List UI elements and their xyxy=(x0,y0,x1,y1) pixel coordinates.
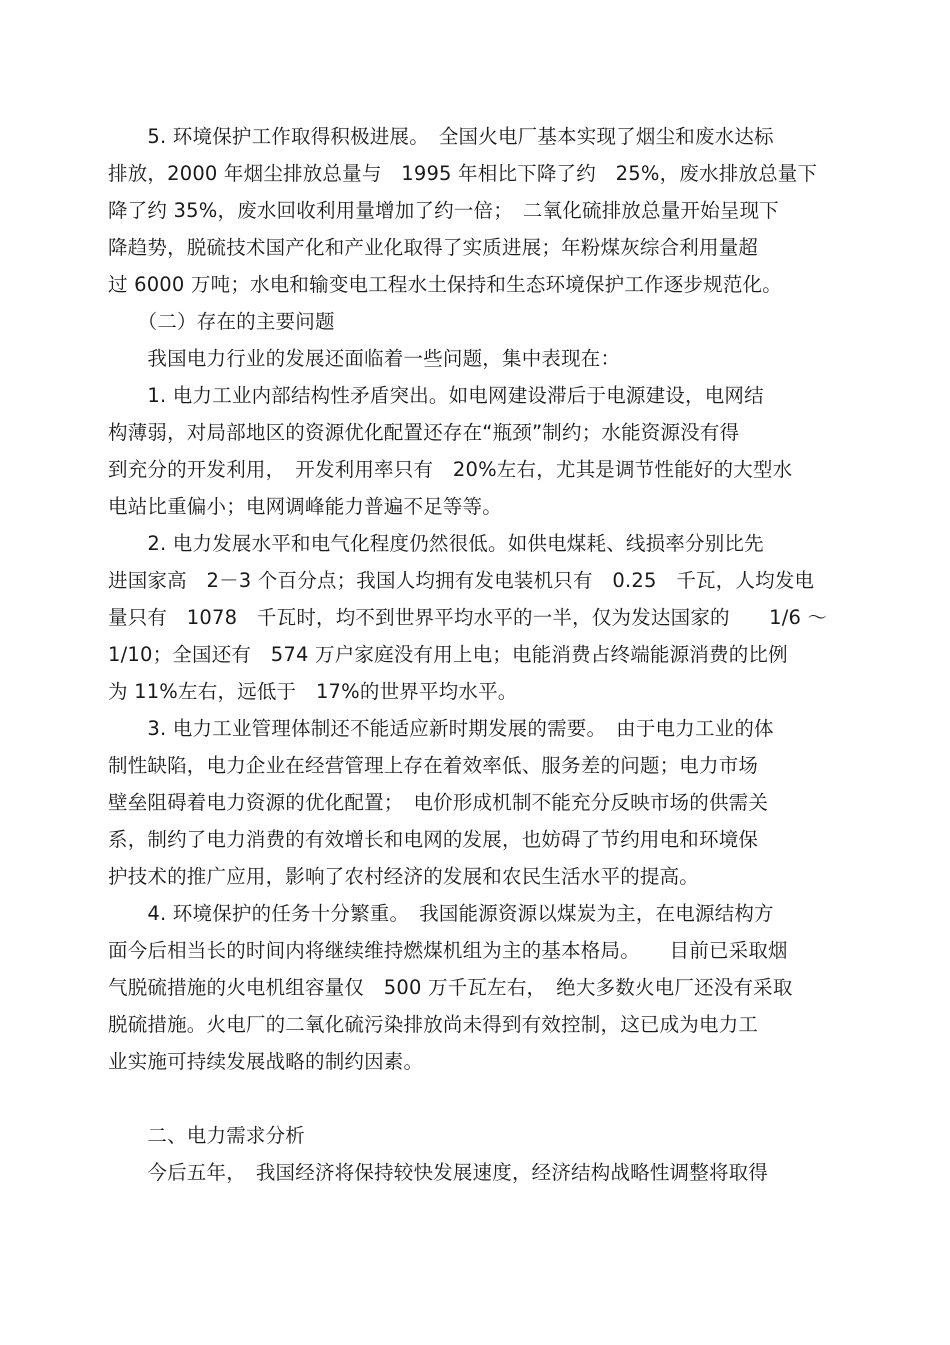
text-line: 1/10；全国还有 574 万户家庭没有用上电；电能消费占终端能源消费的比例 xyxy=(108,643,788,666)
text-line: 1. 电力工业内部结构性矛盾突出。如电网建设滞后于电源建设，电网结 xyxy=(108,384,764,407)
text-line: 2. 电力发展水平和电气化程度仍然很低。如供电煤耗、线损率分别比先 xyxy=(108,532,764,555)
text-line: 进国家高 2－3 个百分点；我国人均拥有发电装机只有 0.25 千瓦，人均发电 xyxy=(108,569,815,592)
text-line: 气脱硫措施的火电机组容量仅 500 万千瓦左右， 绝大多数火电厂还没有采取 xyxy=(108,976,793,999)
text-line: 3. 电力工业管理体制还不能适应新时期发展的需要。 由于电力工业的体 xyxy=(108,717,774,740)
text-line: 到充分的开发利用， 开发利用率只有 20%左右，尤其是调节性能好的大型水 xyxy=(108,458,793,481)
text-line: 排放，2000 年烟尘排放总量与 1995 年相比下降了约 25%，废水排放总量下 xyxy=(108,162,818,185)
text-line: 面今后相当长的时间内将继续维持燃煤机组为主的基本格局。 目前已采取烟 xyxy=(108,939,788,962)
text-line: 电站比重偏小；电网调峰能力普遍不足等等。 xyxy=(108,495,503,518)
text-line: 护技术的推广应用，影响了农村经济的发展和农民生活水平的提高。 xyxy=(108,865,700,888)
text-line: 制性缺陷，电力企业在经营管理上存在着效率低、服务差的问题；电力市场 xyxy=(108,754,759,777)
text-line: 脱硫措施。火电厂的二氧化硫污染排放尚未得到有效控制，这已成为电力工 xyxy=(108,1013,759,1036)
text-line: 构薄弱，对局部地区的资源优化配置还存在“瓶颈”制约；水能资源没有得 xyxy=(108,421,740,444)
text-line: 系，制约了电力消费的有效增长和电网的发展，也妨碍了节约用电和环境保 xyxy=(108,828,759,851)
text-line: 过 6000 万吨；水电和输变电工程水土保持和生态环境保护工作逐步规范化。 xyxy=(108,273,782,296)
text-line: 我国电力行业的发展还面临着一些问题，集中表现在： xyxy=(108,347,621,370)
text-line: 今后五年， 我国经济将保持较快发展速度，经济结构战略性调整将取得 xyxy=(108,1161,769,1184)
text-line: 量只有 1078 千瓦时，均不到世界平均水平的一半，仅为发达国家的 1/6 ～ xyxy=(108,606,828,629)
section-heading: （二）存在的主要问题 xyxy=(108,310,335,333)
text-line: 降了约 35%，废水回收利用量增加了约一倍； 二氧化硫排放总量开始呈现下 xyxy=(108,199,779,222)
text-line: 壁垒阻碍着电力资源的优化配置； 电价形成机制不能充分反映市场的供需关 xyxy=(108,791,769,814)
text-line: 4. 环境保护的任务十分繁重。 我国能源资源以煤炭为主，在电源结构方 xyxy=(108,902,774,925)
text-line: 为 11%左右，远低于 17%的世界平均水平。 xyxy=(108,680,518,703)
text-line: 5. 环境保护工作取得积极进展。 全国火电厂基本实现了烟尘和废水达标 xyxy=(108,125,774,148)
text-line: 业实施可持续发展战略的制约因素。 xyxy=(108,1050,424,1073)
section-heading: 二、电力需求分析 xyxy=(108,1124,306,1147)
text-line: 降趋势，脱硫技术国产化和产业化取得了实质进展；年粉煤灰综合利用量超 xyxy=(108,236,759,259)
